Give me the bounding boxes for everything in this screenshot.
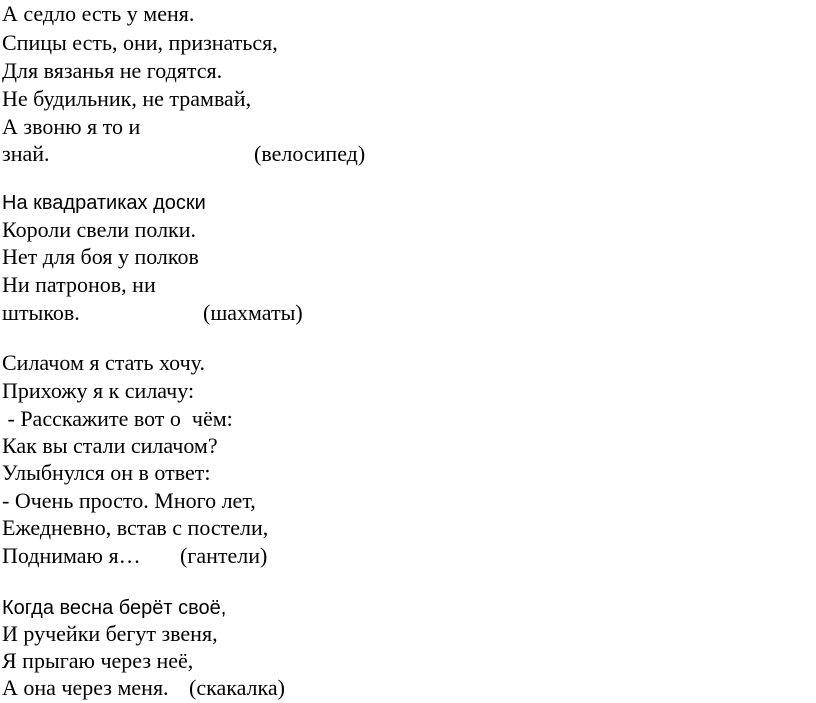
riddle-2-line-3: Нет для боя у полков [2, 244, 199, 269]
riddle-3-line-6: - Очень просто. Много лет, [2, 488, 256, 513]
riddle-4-line-3: Я прыгаю через неё, [2, 648, 194, 673]
riddle-3-line-1: Силачом я стать хочу. [2, 350, 205, 375]
riddle-2-line-1: На квадратиках доски [2, 192, 206, 214]
riddle-4-line-1: Когда весна берёт своё, [2, 597, 227, 619]
riddle-2-line-4: Ни патронов, ни [2, 272, 156, 297]
riddle-1-line-4: Не будильник, не трамвай, [2, 86, 252, 111]
riddle-2-answer: (шахматы) [203, 300, 303, 325]
riddle-1-line-6: знай. [2, 141, 50, 166]
riddle-3-line-5: Улыбнулся он в ответ: [2, 460, 211, 485]
riddle-4-line-4: А она через меня. [2, 675, 169, 700]
riddle-1-line-1: А седло есть у меня. [2, 1, 195, 26]
riddle-4-line-2: И ручейки бегут звеня, [2, 621, 218, 646]
riddle-3-answer: (гантели) [180, 543, 268, 568]
riddle-3-line-2: Прихожу я к силачу: [2, 378, 195, 403]
riddle-1-line-5: А звоню я то и [2, 114, 141, 139]
riddle-3-line-4: Как вы стали силачом? [2, 433, 218, 458]
riddle-1-line-3: Для вязанья не годятся. [2, 58, 223, 83]
riddle-1-answer: (велосипед) [254, 141, 366, 166]
riddle-3-line-7: Ежедневно, встав с постели, [2, 515, 269, 540]
riddle-3-line-8: Поднимаю я… [2, 543, 141, 568]
riddle-3-line-3: - Расскажите вот о чём: [2, 406, 233, 431]
riddle-2-line-2: Короли свели полки. [2, 217, 197, 242]
riddle-4-answer: (скакалка) [189, 675, 285, 700]
riddle-2-line-5: штыков. [2, 300, 80, 325]
riddle-1-line-2: Спицы есть, они, признаться, [2, 30, 278, 55]
